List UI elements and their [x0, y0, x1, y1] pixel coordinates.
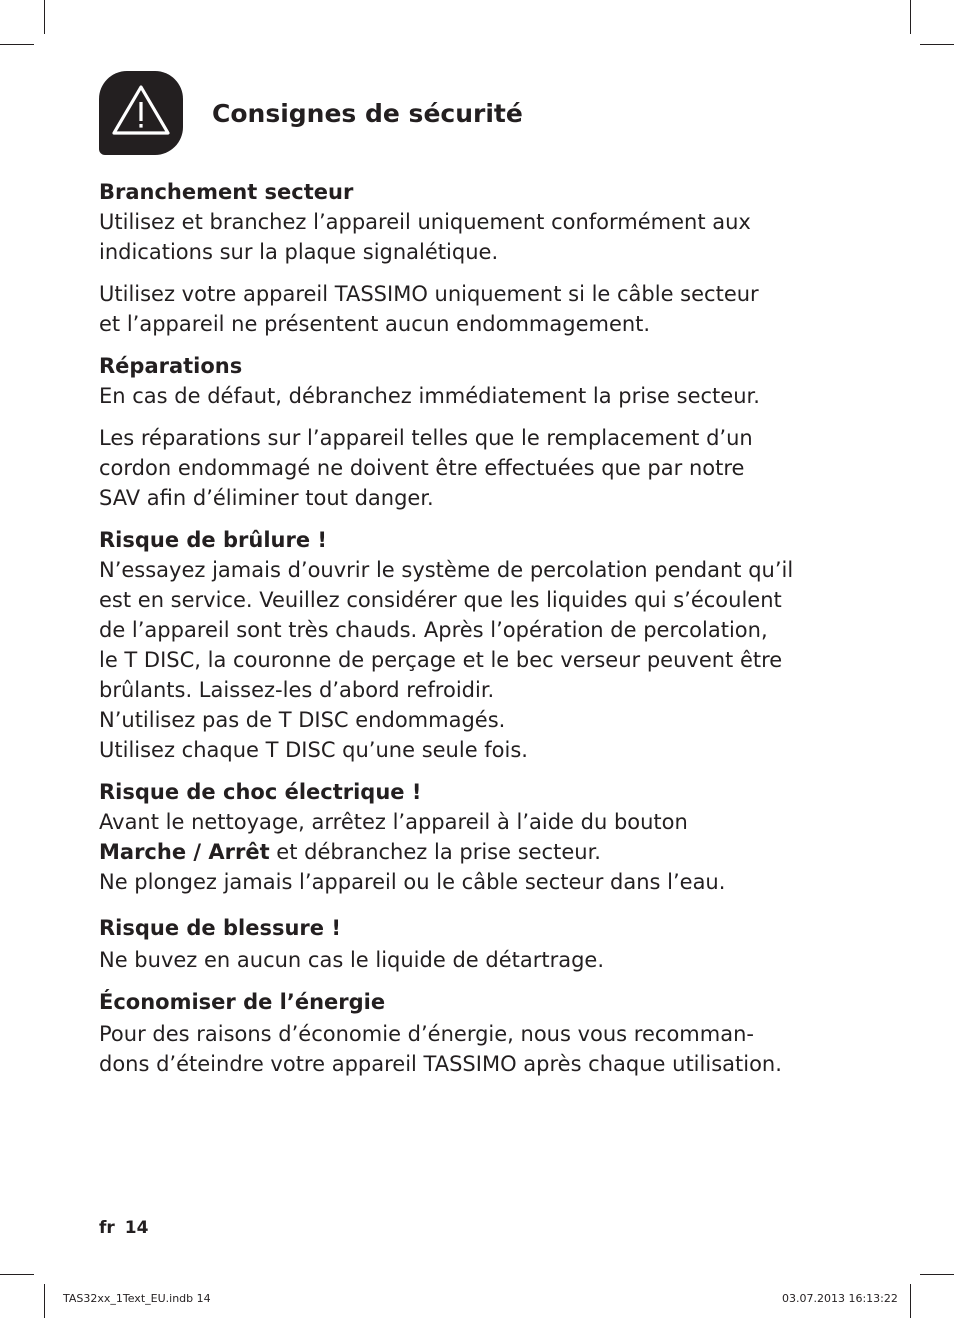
paragraph — [99, 279, 889, 339]
paragraph — [99, 945, 889, 975]
safety-instructions — [99, 177, 889, 1079]
warning-badge — [99, 71, 183, 155]
crop-mark-bottom-left-h — [0, 1274, 34, 1275]
text-line: Pour des raisons d’économie d’énergie, nous vous recomman- — [99, 1022, 754, 1046]
page-number: 14 — [124, 1218, 149, 1238]
crop-mark-top-right-v — [910, 0, 911, 34]
crop-mark-top-left-v — [44, 0, 45, 34]
section-branchement — [99, 177, 889, 339]
language-code: fr — [99, 1218, 115, 1238]
text-line: Avant le nettoyage, arrêtez l’appareil à l’aide du bouton — [99, 810, 688, 834]
button-name-marche-arret: Marche / Arrêt — [99, 840, 270, 864]
section-heading: Risque de blessure ! — [99, 916, 341, 940]
section-heading: Risque de brûlure ! — [99, 528, 327, 552]
warning-triangle-icon — [99, 71, 183, 155]
text-line: indications sur la plaque signalétique. — [99, 240, 499, 264]
paragraph — [99, 381, 889, 411]
text-line: N’utilisez pas de T DISC endommagés. — [99, 708, 506, 732]
paragraph — [99, 555, 889, 765]
section-heading: Réparations — [99, 354, 243, 378]
paragraph — [99, 807, 889, 897]
page-footer — [99, 1218, 158, 1238]
text-line: brûlants. Laissez-les d’abord refroidir. — [99, 678, 495, 702]
paragraph — [99, 423, 889, 513]
text-line: cordon endommagé ne doivent être effectuées que par notre — [99, 456, 745, 480]
text-line: Ne plongez jamais l’appareil ou le câble secteur dans l’eau. — [99, 870, 726, 894]
section-blessure — [99, 913, 889, 975]
text-line: et l’appareil ne présentent aucun endommagement. — [99, 312, 651, 336]
text-line: Les réparations sur l’appareil telles que le remplacement d’un — [99, 426, 753, 450]
section-heading: Risque de choc électrique ! — [99, 780, 422, 804]
paragraph — [99, 1019, 889, 1079]
text-line: SAV afin d’éliminer tout danger. — [99, 486, 434, 510]
page-title: Consignes de sécurité — [212, 99, 523, 128]
text-line: dons d’éteindre votre appareil TASSIMO après chaque utilisation. — [99, 1052, 782, 1076]
paragraph — [99, 207, 889, 267]
text-line: Utilisez chaque T DISC qu’une seule fois. — [99, 738, 528, 762]
text-line: Utilisez et branchez l’appareil uniquement conformément aux — [99, 210, 751, 234]
text-line — [99, 837, 889, 867]
section-heading: Économiser de l’énergie — [99, 990, 386, 1014]
crop-mark-bottom-right-v — [910, 1284, 911, 1318]
text-line: de l’appareil sont très chauds. Après l’opération de percolation, — [99, 618, 768, 642]
text-line: est en service. Veuillez considérer que les liquides qui s’écoulent — [99, 588, 782, 612]
text-fragment: et débranchez la prise secteur. — [269, 840, 601, 864]
section-reparations — [99, 351, 889, 513]
text-line: N’essayez jamais d’ouvrir le système de percolation pendant qu’il — [99, 558, 794, 582]
text-line: Utilisez votre appareil TASSIMO uniquement si le câble secteur — [99, 282, 759, 306]
print-slug-datetime: 03.07.2013 16:13:22 — [782, 1292, 898, 1305]
section-brulure — [99, 525, 889, 765]
text-line: Ne buvez en aucun cas le liquide de détartrage. — [99, 948, 605, 972]
text-line: le T DISC, la couronne de perçage et le bec verseur peuvent être — [99, 648, 783, 672]
section-energie — [99, 987, 889, 1079]
crop-mark-bottom-left-v — [44, 1284, 45, 1318]
print-slug-file: TAS32xx_1Text_EU.indb 14 — [63, 1292, 211, 1305]
crop-mark-bottom-right-h — [920, 1274, 954, 1275]
section-choc — [99, 777, 889, 897]
text-line: En cas de défaut, débranchez immédiatement la prise secteur. — [99, 384, 760, 408]
crop-mark-top-left-h — [0, 44, 34, 45]
section-heading: Branchement secteur — [99, 180, 354, 204]
crop-mark-top-right-h — [920, 44, 954, 45]
